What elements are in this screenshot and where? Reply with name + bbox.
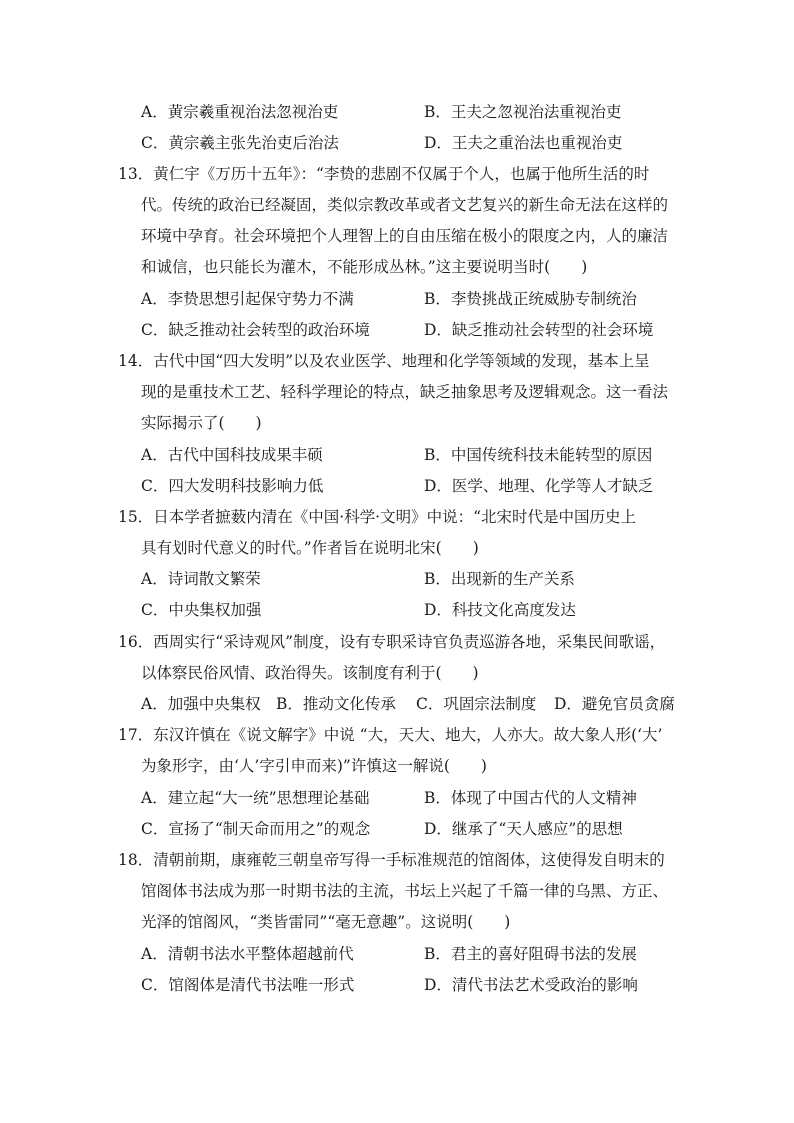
q15-option-a[interactable]: A．诗词散文繁荣 bbox=[141, 570, 261, 588]
q14-stem-line2: 现的是重技术工艺、轻科学理论的特点，缺乏抽象思考及逻辑观念。这一看法 bbox=[141, 383, 669, 401]
q13-option-b[interactable]: B．李贽挑战正统威胁专制统治 bbox=[424, 290, 637, 308]
q17-option-a[interactable]: A．建立起“大一统”思想理论基础 bbox=[141, 789, 370, 807]
q15-option-d[interactable]: D．科技文化高度发达 bbox=[424, 601, 576, 619]
q12-option-a[interactable]: A．黄宗羲重视治法忽视治吏 bbox=[141, 103, 339, 121]
q13-option-a[interactable]: A．李贽思想引起保守势力不满 bbox=[141, 290, 354, 308]
q16-option-c[interactable]: C．巩固宗法制度 bbox=[416, 695, 537, 713]
q13-option-d[interactable]: D．缺乏推动社会转型的社会环境 bbox=[424, 321, 654, 339]
q18-option-b[interactable]: B．君主的喜好阻碍书法的发展 bbox=[424, 945, 637, 963]
q16-stem-line2: 以体察民俗风情、政治得失。该制度有利于( ) bbox=[141, 664, 479, 682]
q13-option-c[interactable]: C．缺乏推动社会转型的政治环境 bbox=[141, 321, 370, 339]
q13-stem-line2: 代。传统的政治已经凝固，类似宗教改革或者文艺复兴的新生命无法在这样的 bbox=[141, 196, 669, 214]
q15-stem-line2: 具有划时代意义的时代。”作者旨在说明北宋( ) bbox=[141, 539, 479, 557]
q17-stem-line1: 17．东汉许慎在《说文解字》中说 “大，天大、地大，人亦大。故大象人形(‘大’ bbox=[118, 726, 663, 744]
q17-option-d[interactable]: D．继承了“天人感应”的思想 bbox=[424, 820, 623, 838]
q14-option-d[interactable]: D．医学、地理、化学等人才缺乏 bbox=[424, 477, 654, 495]
q14-stem-line3: 实际揭示了( ) bbox=[141, 414, 262, 432]
q14-stem-line1: 14．古代中国“四大发明”以及农业医学、地理和化学等领域的发现，基本上呈 bbox=[118, 352, 650, 370]
q18-stem-line3: 光泽的馆阁风，“类皆雷同”“毫无意趣”。这说明( ) bbox=[141, 913, 511, 931]
q14-option-c[interactable]: C．四大发明科技影响力低 bbox=[141, 477, 324, 495]
q17-option-b[interactable]: B．体现了中国古代的人文精神 bbox=[424, 789, 637, 807]
q18-stem-line2: 馆阁体书法成为那一时期书法的主流，书坛上兴起了千篇一律的乌黑、方正、 bbox=[141, 882, 669, 900]
q16-option-b[interactable]: B．推动文化传承 bbox=[276, 695, 396, 713]
q13-stem-line4: 和诚信，也只能长为灌木，不能形成丛林。”这主要说明当时( ) bbox=[141, 258, 588, 276]
q17-option-c[interactable]: C．宣扬了“制天命而用之”的观念 bbox=[141, 820, 371, 838]
q18-option-a[interactable]: A．清朝书法水平整体超越前代 bbox=[141, 945, 354, 963]
q15-option-c[interactable]: C．中央集权加强 bbox=[141, 601, 262, 619]
q12-option-c[interactable]: C．黄宗羲主张先治吏后治法 bbox=[141, 134, 339, 152]
q15-stem-line1: 15．日本学者摭薮内清在《中国·科学·文明》中说：“北宋时代是中国历史上 bbox=[118, 508, 637, 526]
q16-stem-line1: 16．西周实行“采诗观风”制度，设有专职采诗官负责巡游各地，采集民间歌谣， bbox=[118, 633, 666, 651]
q18-stem-line1: 18．清朝前期，康雍乾三朝皇帝写得一手标准规范的馆阁体，这使得发自明末的 bbox=[118, 851, 665, 869]
q15-option-b[interactable]: B．出现新的生产关系 bbox=[424, 570, 575, 588]
q14-option-a[interactable]: A．古代中国科技成果丰硕 bbox=[141, 446, 323, 464]
q16-option-d[interactable]: D．避免官员贪腐 bbox=[554, 695, 675, 713]
q13-stem-line1: 13．黄仁宇《万历十五年》：“李贽的悲剧不仅属于个人，也属于他所生活的时 bbox=[118, 165, 650, 183]
q16-option-a[interactable]: A．加强中央集权 bbox=[141, 695, 261, 713]
q18-option-d[interactable]: D．清代书法艺术受政治的影响 bbox=[424, 976, 638, 994]
q17-stem-line2: 为象形字，由‘人’字引申而来)”许慎这一解说( ) bbox=[141, 757, 487, 775]
q12-option-b[interactable]: B．王夫之忽视治法重视治吏 bbox=[424, 103, 622, 121]
q12-option-d[interactable]: D．王夫之重治法也重视治吏 bbox=[424, 134, 623, 152]
q13-stem-line3: 环境中孕育。社会环境把个人理智上的自由压缩在极小的限度之内，人的廉洁 bbox=[141, 227, 669, 245]
q18-option-c[interactable]: C．馆阁体是清代书法唯一形式 bbox=[141, 976, 355, 994]
q14-option-b[interactable]: B．中国传统科技未能转型的原因 bbox=[424, 446, 653, 464]
